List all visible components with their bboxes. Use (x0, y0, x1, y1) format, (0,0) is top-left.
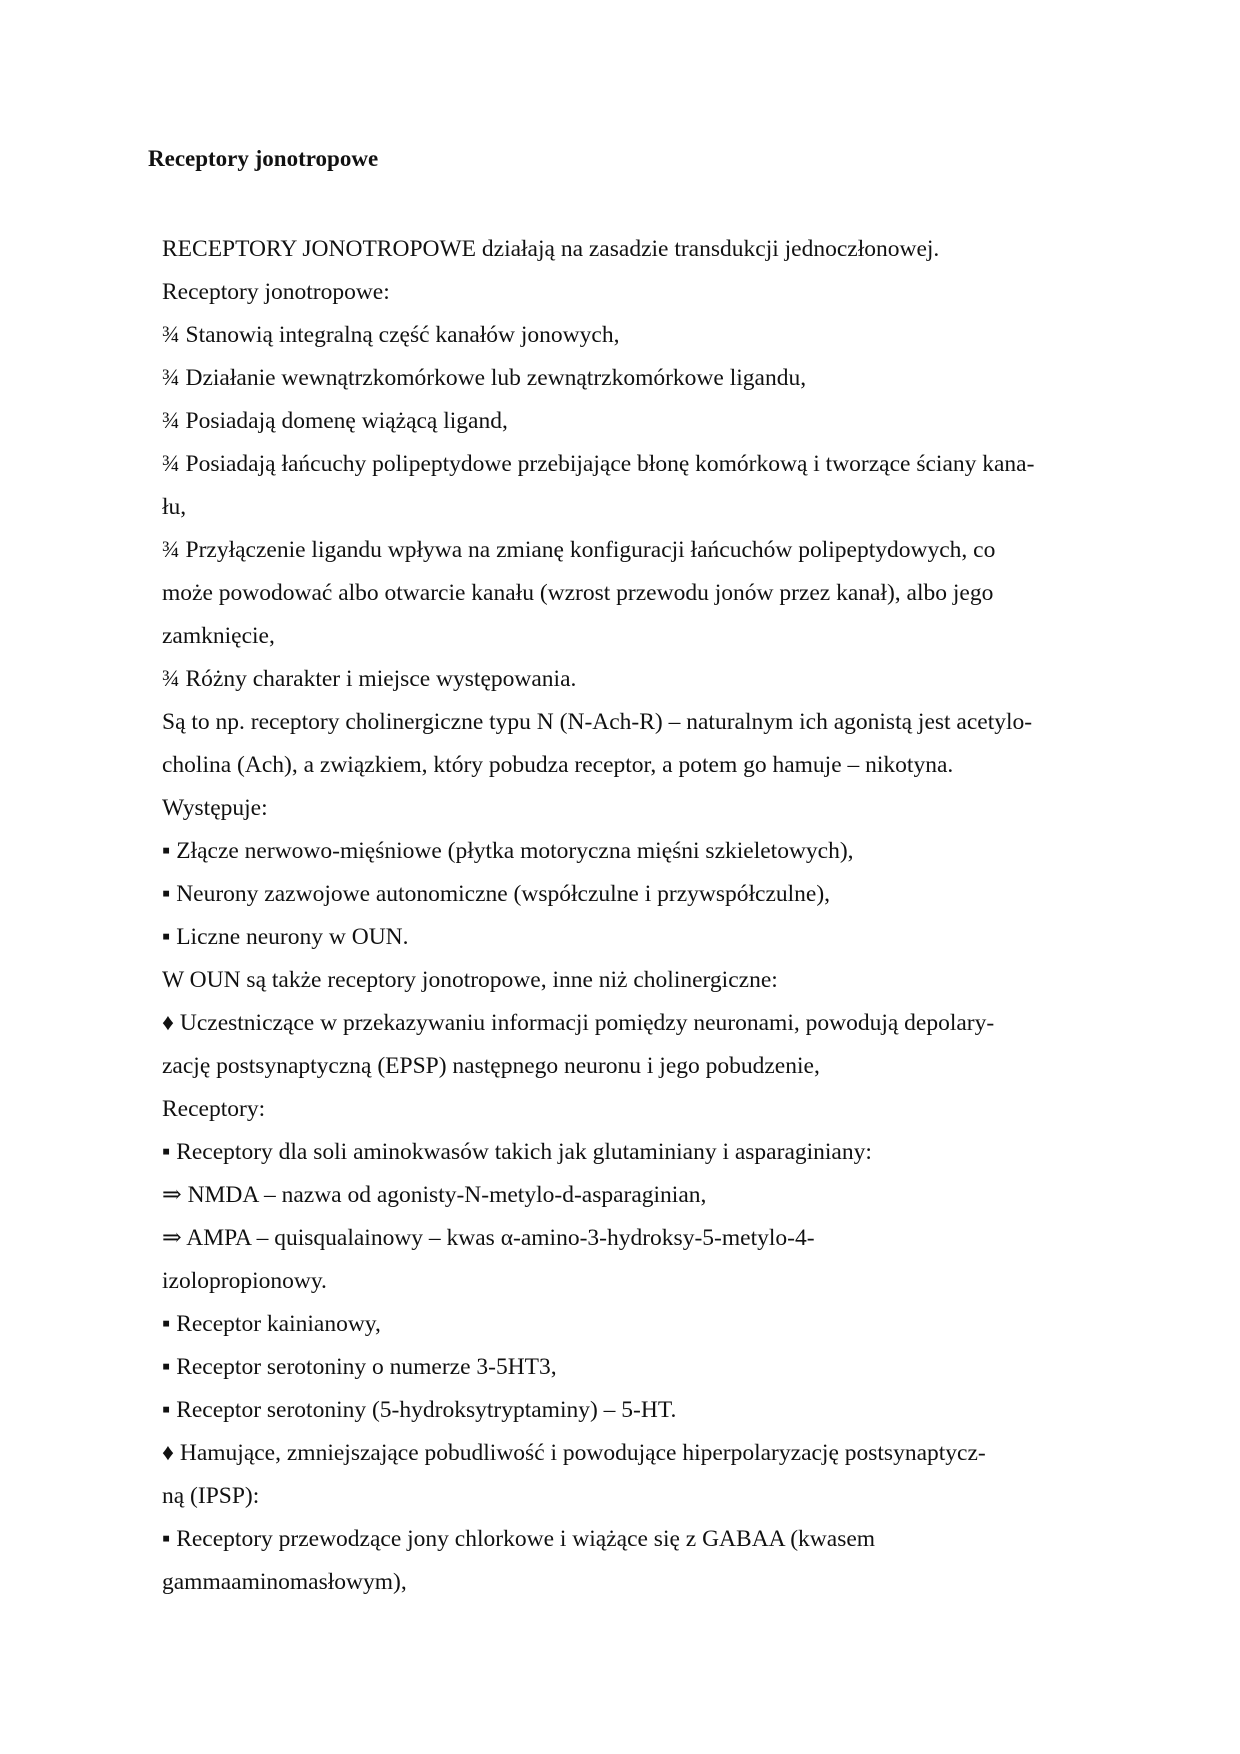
text-line: ▪ Receptor kainianowy, (162, 1311, 381, 1337)
text-line: zamknięcie, (162, 623, 275, 649)
text-line: może powodować albo otwarcie kanału (wzrost przewodu jonów przez kanał), albo jego (162, 580, 994, 606)
text-line: RECEPTORY JONOTROPOWE działają na zasadzie transdukcji jednoczłonowej. (162, 236, 940, 262)
text-line: ▪ Złącze nerwowo-mięśniowe (płytka motoryczna mięśni szkieletowych), (162, 838, 854, 864)
text-line: ▪ Neurony zazwojowe autonomiczne (współczulne i przywspółczulne), (162, 881, 831, 907)
text-line: cholina (Ach), a związkiem, który pobudza receptor, a potem go hamuje – nikotyna. (162, 752, 954, 778)
text-line: ▪ Receptory przewodzące jony chlorkowe i wiążące się z GABAA (kwasem (162, 1526, 876, 1552)
text-line: W OUN są także receptory jonotropowe, inne niż cholinergiczne: (162, 967, 778, 993)
text-line: ¾ Stanowią integralną część kanałów jonowych, (162, 322, 620, 348)
text-line: zację postsynaptyczną (EPSP) następnego neuronu i jego pobudzenie, (162, 1053, 820, 1079)
text-line: ♦ Hamujące, zmniejszające pobudliwość i powodujące hiperpolaryzację postsynaptycz- (162, 1440, 986, 1466)
text-line: ▪ Receptor serotoniny o numerze 3-5HT3, (162, 1354, 557, 1380)
text-line: ną (IPSP): (162, 1483, 260, 1509)
text-line: Receptory jonotropowe: (162, 279, 390, 305)
text-line: Receptory: (162, 1096, 266, 1122)
text-line: ¾ Różny charakter i miejsce występowania. (162, 666, 577, 692)
text-line: ¾ Działanie wewnątrzkomórkowe lub zewnątrzkomórkowe ligandu, (162, 365, 807, 391)
document-title: Receptory jonotropowe (148, 146, 379, 171)
text-line: gammaaminomasłowym), (162, 1569, 407, 1595)
text-line: ¾ Przyłączenie ligandu wpływa na zmianę konfiguracji łańcuchów polipeptydowych, co (162, 537, 996, 563)
text-line: ▪ Receptor serotoniny (5-hydroksytryptaminy) – 5-HT. (162, 1397, 677, 1423)
text-line: ¾ Posiadają łańcuchy polipeptydowe przebijające błonę komórkową i tworzące ściany kana- (162, 451, 1035, 477)
text-line: ⇒ NMDA – nazwa od agonisty-N-metylo-d-asparaginian, (162, 1182, 707, 1208)
text-line: ¾ Posiadają domenę wiążącą ligand, (162, 408, 508, 434)
text-line: izolopropionowy. (162, 1268, 327, 1294)
text-line: Są to np. receptory cholinergiczne typu N (N-Ach-R) – naturalnym ich agonistą jest acetylo- (162, 709, 1033, 735)
text-line: łu, (162, 494, 187, 520)
text-line: ♦ Uczestniczące w przekazywaniu informacji pomiędzy neuronami, powodują depolary- (162, 1010, 995, 1036)
text-line: Występuje: (162, 795, 268, 821)
document-body (162, 228, 1092, 1604)
text-line: ▪ Liczne neurony w OUN. (162, 924, 409, 950)
text-line: ▪ Receptory dla soli aminokwasów takich jak glutaminiany i asparaginiany: (162, 1139, 872, 1165)
text-line: ⇒ AMPA – quisqualainowy – kwas α-amino-3-hydroksy-5-metylo-4- (162, 1225, 815, 1251)
